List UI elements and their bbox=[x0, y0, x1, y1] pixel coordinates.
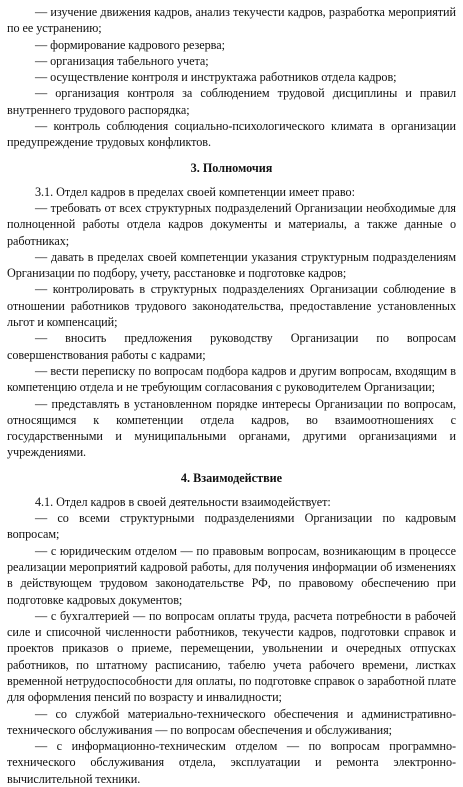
list-item: — контроль соблюдения социально-психологического климата в организации предупреждение трудовых конфликтов. bbox=[7, 119, 456, 150]
powers-section bbox=[7, 184, 456, 461]
list-item: — контролировать в структурных подразделениях Организации соблюдение в отношении работников трудового законодательства, предоставление установленных льгот и компенсаций; bbox=[7, 282, 456, 330]
list-item: — формирование кадрового резерва; bbox=[35, 37, 225, 52]
section-heading-interaction: 4. Взаимодействие bbox=[180, 470, 283, 485]
responsibilities-list-continued bbox=[7, 4, 456, 151]
list-item: — со службой материально-технического обеспечения и административно-технического обслуживания — по вопросам обеспечения и обслуживания; bbox=[7, 706, 456, 737]
list-item: — вносить предложения руководству Организации по вопросам совершенствования работы с кадрами; bbox=[7, 331, 456, 362]
list-item: — требовать от всех структурных подразделений Организации необходимые для полноценной работы отдела кадров документы и материалы, а также данные о работниках; bbox=[7, 200, 456, 248]
list-item: — с юридическим отделом — по правовым вопросам, возникающим в процессе реализации мероприятий кадровой работы, для получения информации об изменениях в действующем трудовом законодательстве РФ, по правовому обеспечению при подготовке кадровых документов; bbox=[7, 543, 456, 607]
list-item: — осуществление контроля и инструктажа работников отдела кадров; bbox=[35, 70, 397, 85]
section-intro: 3.1. Отдел кадров в пределах своей компетенции имеет право: bbox=[35, 184, 355, 199]
list-item: — вести переписку по вопросам подбора кадров и другим вопросам, входящим в компетенцию отдела и не требующим согласования с руководителем Организации; bbox=[7, 363, 456, 395]
document-page bbox=[7, 4, 456, 787]
list-item: — с информационно-техническим отделом — по вопросам программно-технического обслуживания отдела, эксплуатации и ремонта электронно-вычислительной техники. bbox=[7, 739, 456, 786]
list-item: — со всеми структурными подразделениями Организации по кадровым вопросам; bbox=[7, 511, 456, 542]
list-item: — давать в пределах своей компетенции указания структурным подразделениям Организации по подбору, учету, расстановке и подготовке кадров; bbox=[7, 249, 456, 281]
section-heading-powers: 3. Полномочия bbox=[190, 160, 273, 175]
list-item: — изучение движения кадров, анализ текучести кадров, разработка мероприятий по ее устранению; bbox=[7, 5, 456, 36]
list-item: — представлять в установленном порядке интересы Организации по вопросам, относящимся к компетенции отдела кадров, во взаимоотношениях с государственными и муниципальными органами, другими организациями и учреждениями. bbox=[7, 396, 456, 460]
section-intro: 4.1. Отдел кадров в своей деятельности взаимодействует: bbox=[35, 494, 331, 509]
list-item: — организация контроля за соблюдением трудовой дисциплины и правил внутреннего трудового распорядка; bbox=[7, 86, 456, 117]
list-item: — с бухгалтерией — по вопросам оплаты труда, расчета потребности в рабочей силе и списочной численности работников, текучести кадров, подготовки справок и проектов приказов о приеме, перемещении, увольнении и очередных отпусках работников, по штатному расписанию, табелю учета рабочего времени, листках временной нетрудоспособности для оплаты, по подготовке справок о заработной плате для оформления пенсий по возрасту и инвалидности; bbox=[7, 608, 456, 705]
list-item: — организация табельного учета; bbox=[35, 53, 209, 68]
interaction-section bbox=[7, 494, 456, 787]
